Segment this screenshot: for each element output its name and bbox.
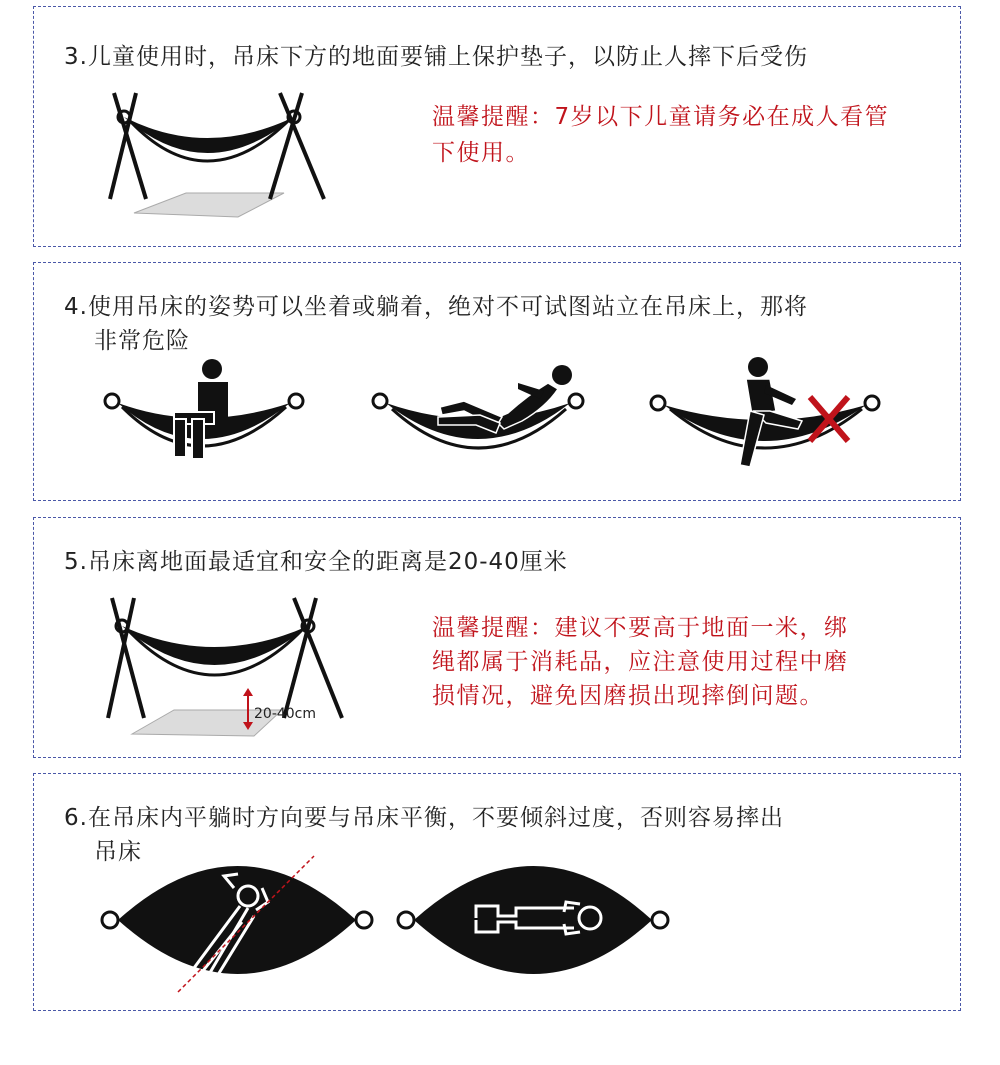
distance-label: 20-40cm xyxy=(254,706,317,722)
section-5-tip-line3: 损情况，避免因磨损出现摔倒问题。 xyxy=(432,683,824,709)
diagonal-lying-wrong-illustration xyxy=(98,852,378,1002)
straight-lying-correct-illustration xyxy=(394,852,674,1002)
section-3-panel xyxy=(33,6,961,247)
section-5-panel xyxy=(33,517,961,758)
standing-in-hammock-forbidden-illustration xyxy=(646,349,886,479)
section-6-title-line1: 6.在吊床内平躺时方向要与吊床平衡，不要倾斜过度，否则容易摔出 xyxy=(64,805,784,831)
section-5-tip-line1: 温馨提醒：建议不要高于地面一米，绑 xyxy=(432,615,849,641)
hammock-with-mat-illustration xyxy=(106,89,366,219)
section-4-title-line1: 4.使用吊床的姿势可以坐着或躺着，绝对不可试图站立在吊床上，那将 xyxy=(64,294,808,320)
hammock-height-illustration xyxy=(104,594,384,744)
section-6-title-line2: 吊床 xyxy=(94,839,142,865)
lying-in-hammock-illustration xyxy=(368,355,588,470)
section-6-panel xyxy=(33,773,961,1011)
section-4-title-line2: 非常危险 xyxy=(94,328,190,354)
protective-mat xyxy=(134,193,284,217)
sitting-in-hammock-illustration xyxy=(100,355,310,470)
section-5-tip-line2: 绳都属于消耗品，应注意使用过程中磨 xyxy=(432,649,849,675)
section-3-title: 3.儿童使用时，吊床下方的地面要铺上保护垫子，以防止人摔下后受伤 xyxy=(64,44,808,70)
section-4-panel xyxy=(33,262,961,501)
section-5-title: 5.吊床离地面最适宜和安全的距离是20-40厘米 xyxy=(64,549,568,575)
height-arrow-icon xyxy=(243,688,253,730)
section-3-tip: 温馨提醒：7岁以下儿童请务必在成人看管下使用。 xyxy=(432,104,890,166)
